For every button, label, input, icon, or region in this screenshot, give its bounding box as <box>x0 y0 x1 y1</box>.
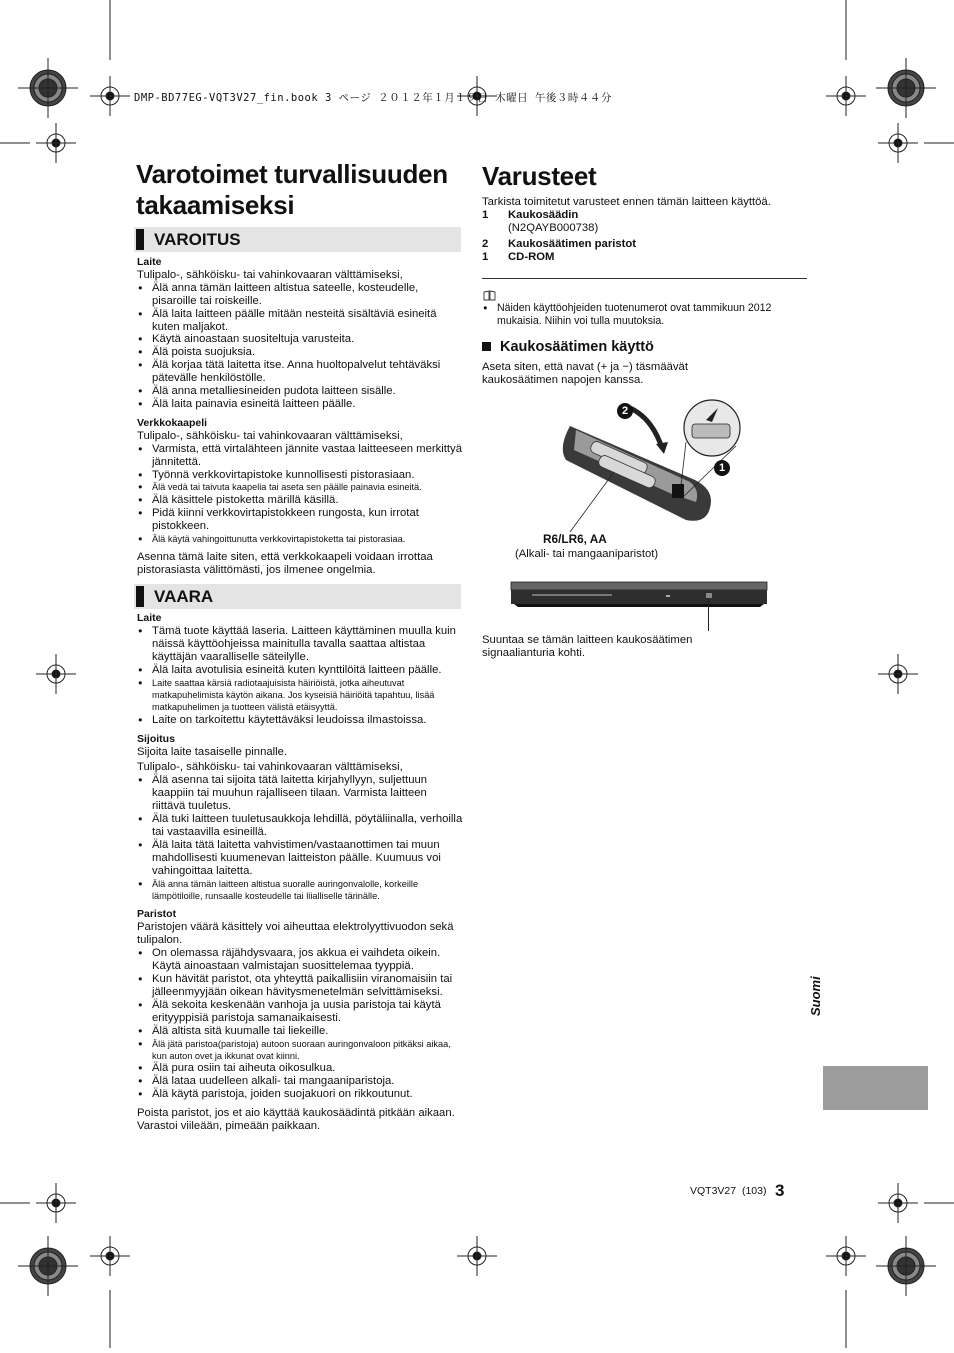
section-divider <box>482 278 807 279</box>
list-item: ● Älä laita avotulisia esineitä kuten kynttilöitä laitteen päälle. <box>137 664 463 677</box>
list-item: ● On olemassa räjähdysvaara, jos akkua ei vaihdeta oikein. Käytä ainoastaan valmistajan suosittelemaa tyyppiä. <box>137 947 463 973</box>
list-item: ● Älä anna tämän laitteen altistua suoralle auringonvalolle, korkeille lämpötiloille, runsaalle kosteudelle tai liialliselle tärinälle. <box>137 878 463 903</box>
list-item: ● Älä sekoita keskenään vanhoja ja uusia paristoja tai käytä erityyppisiä paristoja samanaikaisesti. <box>137 999 463 1025</box>
accessory-qty: 1 <box>482 208 489 221</box>
accessory-name: Kaukosäädin <box>508 208 579 221</box>
laite-label: Laite <box>137 612 162 624</box>
list-item: ● Laite saattaa kärsiä radiotaajuisista häiriöistä, jotka aiheutuvat matkapuhelimista käytön aikana. Jos kyseisiä häiriöitä tapahtuu, lisää matkapuhelimen ja tuotteen välistä etäisyyttä. <box>137 677 463 714</box>
list-item: ● Käytä ainoastaan suositeltuja varusteita. <box>137 333 463 346</box>
list-item: ● Tämä tuote käyttää laseria. Laitteen käyttäminen muulla kuin näissä käyttöohjeissa mainitulla tavalla saattaa altistaa käyttäjän vaaralliselle säteilylle. <box>137 625 463 664</box>
list-item: ● Kun hävität paristot, ota yhteyttä paikallisiin viranomaisiin tai jälleenmyyjään oikean hävitysmenetelmän selvittämiseksi. <box>137 973 463 999</box>
note-text: ● Näiden käyttöohjeiden tuotenumerot ovat tammikuun 2012 mukaisia. Niihin voi tulla muutoksia. <box>482 302 808 327</box>
heading-block-marker <box>136 229 144 250</box>
list-item: ● Varmista, että virtalähteen jännite vastaa laitteeseen merkittyä jännitettä. <box>137 443 463 469</box>
accessory-row <box>482 209 808 222</box>
accessory-qty: 1 <box>482 250 489 263</box>
accessories-intro: Tarkista toimitetut varusteet ennen tämän laitteen käyttöä. <box>482 196 771 208</box>
list-item: ● Älä käytä paristoja, joiden suojakuori on rikkoutunut. <box>137 1088 463 1101</box>
list-item: ● Älä pura osiin tai aiheuta oikosulkua. <box>137 1062 463 1075</box>
language-tab-block <box>823 1066 928 1110</box>
verkko-intro: Tulipalo-, sähköisku- tai vahinkovaaran välttämiseksi, <box>137 429 403 442</box>
sijoitus-intro: Tulipalo-, sähköisku- tai vahinkovaaran välttämiseksi, <box>137 761 403 774</box>
book-icon-glyph <box>483 290 496 301</box>
list-item: ● Laite on tarkoitettu käytettäväksi leudoissa ilmastoissa. <box>137 714 463 727</box>
heading-square-icon <box>482 342 491 351</box>
laite-label: Laite <box>137 256 162 268</box>
list-item: ● Älä anna metalliesineiden pudota laitteen sisälle. <box>137 385 463 398</box>
list-item: ● Älä vedä tai taivuta kaapelia tai aseta sen päälle painavia esineitä. <box>137 481 463 493</box>
list-item: ● Älä laita tätä laitetta vahvistimen/vastaanottimen tai muun mahdollisesti kuumenevan laitteiston päälle. Kuumuus voi vahingoittaa laitetta. <box>137 839 463 878</box>
print-header-line: DMP-BD77EG-VQT3V27_fin.book 3 ページ ２０１２年１月１９日 木曜日 午後３時４４分 <box>134 92 612 104</box>
list-item: ● Älä lataa uudelleen alkali- tai mangaaniparistoja. <box>137 1075 463 1088</box>
battery-leader-line <box>560 470 620 540</box>
vaara-heading-bar <box>134 584 461 609</box>
heading-block-marker <box>136 586 144 607</box>
sijoitus-label: Sijoitus <box>137 732 175 745</box>
list-item: ● Älä korjaa tätä laitetta itse. Anna huoltopalvelut tehtäväksi pätevälle henkilöstölle. <box>137 359 463 385</box>
left-title-line1: Varotoimet turvallisuuden <box>136 159 448 189</box>
player-illustration <box>510 581 768 607</box>
accessory-name: CD-ROM <box>508 250 555 263</box>
accessories-section <box>482 196 808 264</box>
accessory-row <box>482 238 808 251</box>
accessory-name: Kaukosäätimen paristot <box>508 237 637 250</box>
page-number: 3 <box>775 1181 785 1200</box>
step-2-badge: 2 <box>617 403 633 419</box>
varoitus-heading: VAROITUS <box>154 230 241 249</box>
footer-page-ref: (103) <box>741 1185 767 1197</box>
left-title-line2: takaamiseksi <box>136 190 295 220</box>
vaara-heading: VAARA <box>154 587 214 606</box>
paristot-label: Paristot <box>137 908 177 921</box>
list-item: ● Älä jätä paristoa(paristoja) autoon suoraan auringonvaloon pitkäksi aikaa, kun auton ovet ja ikkunat ovat kiinni. <box>137 1038 463 1063</box>
paristot-note: Poista paristot, jos et aio käyttää kaukosäädintä pitkään aikaan. Varastoi viileään, pimeään paikkaan. <box>137 1107 455 1132</box>
vaara-section <box>137 612 463 1133</box>
list-item: ● Älä käsittele pistoketta märillä käsillä. <box>137 494 463 507</box>
accessory-row <box>482 251 808 264</box>
laite-intro: Tulipalo-, sähköisku- tai vahinkovaaran välttämiseksi, <box>137 268 403 281</box>
list-item: ● Älä laita laitteen päälle mitään nesteitä sisältäviä esineitä kuten maljakot. <box>137 308 463 334</box>
varoitus-heading-bar <box>134 227 461 252</box>
step-1-badge: 1 <box>714 460 730 476</box>
paristot-intro: Paristojen väärä käsittely voi aiheuttaa elektrolyyttivuodon sekä tulipalon. <box>137 921 454 947</box>
list-item: ● Pidä kiinni verkkovirtapistokkeen rungosta, kun irrotat pistokkeen. <box>137 507 463 533</box>
remote-heading-text: Kaukosäätimen käyttö <box>500 339 654 355</box>
list-item: ● Älä asenna tai sijoita tätä laitetta kirjahyllyyn, suljettuun kaappiin tai muuhun rajalliseen tilaan. Varmista laitteen riittävä tuuletus. <box>137 774 463 813</box>
list-item: ● Älä tuki laitteen tuuletusaukkoja lehdillä, pöytäliinalla, verhoilla tai vastaavilla esineillä. <box>137 813 463 839</box>
list-item: ● Älä anna tämän laitteen altistua sateelle, kosteudelle, pisaroille tai roiskeille. <box>137 282 463 308</box>
varoitus-section <box>137 256 463 577</box>
right-title: Varusteet <box>482 161 597 191</box>
verkkokaapeli-label: Verkkokaapeli <box>137 416 208 429</box>
list-item: ● Työnnä verkkovirtapistoke kunnollisesti pistorasiaan. <box>137 469 463 482</box>
battery-type-label: R6/LR6, AA <box>543 532 607 546</box>
player-caption: Suuntaa se tämän laitteen kaukosäätimen signaalianturia kohti. <box>482 634 693 659</box>
footer-code <box>690 1185 766 1197</box>
sensor-leader-line <box>708 598 709 631</box>
list-item: ● Älä altista sitä kuumalle tai liekeille. <box>137 1025 463 1038</box>
accessory-detail: (N2QAYB000738) <box>508 221 599 234</box>
verkko-note: Asenna tämä laite siten, että verkkokaapeli voidaan irrottaa pistorasiasta välittömästi, jos ilmenee ongelmia. <box>137 550 433 576</box>
remote-heading <box>482 339 654 355</box>
note-block <box>482 302 808 327</box>
blu-ray-player-drawing <box>510 581 768 607</box>
sijoitus-text: Sijoita laite tasaiselle pinnalle. <box>137 745 288 758</box>
footer-doc-code: VQT3V27 <box>690 1185 737 1197</box>
accessory-qty: 2 <box>482 237 489 250</box>
language-tab-label: Suomi <box>808 976 823 1016</box>
list-item: ● Älä laita painavia esineitä laitteen päälle. <box>137 398 463 411</box>
list-item: ● Älä käytä vahingoittunutta verkkovirtapistoketta tai pistorasiaa. <box>137 533 463 545</box>
battery-type-sub: (Alkali- tai mangaaniparistot) <box>515 548 659 560</box>
remote-instruction: Aseta siten, että navat (+ ja −) täsmäävät kaukosäätimen napojen kanssa. <box>482 361 688 386</box>
list-item: ● Älä poista suojuksia. <box>137 346 463 359</box>
